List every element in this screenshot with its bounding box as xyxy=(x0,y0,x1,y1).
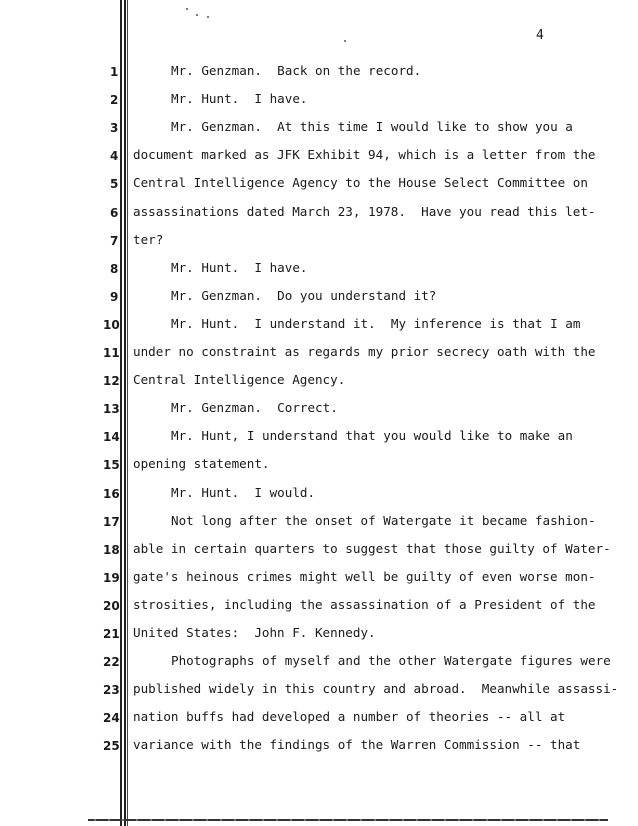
line-number: 17 xyxy=(103,514,120,529)
line-number: 4 xyxy=(110,149,119,164)
line-number: 2 xyxy=(110,93,119,108)
scan-speck xyxy=(207,16,209,18)
line-number: 15 xyxy=(103,458,120,473)
line-number: 1 xyxy=(110,65,119,79)
page-number: 4 xyxy=(536,28,544,43)
line-number: 11 xyxy=(103,346,120,360)
line-number: 18 xyxy=(103,542,120,557)
transcript-line: Central Intelligence Agency to the House Select Committee on xyxy=(133,175,588,191)
line-number: 25 xyxy=(103,739,120,754)
line-number: 13 xyxy=(103,402,120,417)
line-number: 24 xyxy=(103,711,120,726)
transcript-line: variance with the findings of the Warren Commission -- that xyxy=(133,737,581,753)
transcript-line: under no constraint as regards my prior secrecy oath with the xyxy=(133,344,596,359)
transcript-line: assassinations dated March 23, 1978. Have you read this let- xyxy=(133,203,596,219)
line-number: 6 xyxy=(110,205,119,220)
transcript-line: document marked as JFK Exhibit 94, which is a letter from the xyxy=(133,147,596,163)
transcript-line: Mr. Genzman. Correct. xyxy=(171,400,338,416)
transcript-line: United States: John F. Kennedy. xyxy=(133,625,376,640)
scan-speck xyxy=(186,8,188,10)
transcript-line: Mr. Hunt, I understand that you would like to make an xyxy=(171,428,573,444)
line-number: 19 xyxy=(103,570,120,585)
transcript-line: Photographs of myself and the other Watergate figures were xyxy=(171,653,611,669)
line-number: 23 xyxy=(103,683,120,698)
transcript-line: Mr. Genzman. Back on the record. xyxy=(171,63,422,78)
transcript-line: ter? xyxy=(133,231,164,247)
line-number: 16 xyxy=(103,486,120,501)
line-number: 21 xyxy=(103,627,120,641)
line-number: 20 xyxy=(103,598,120,613)
line-number: 3 xyxy=(110,121,119,136)
line-number: 9 xyxy=(110,289,119,304)
line-number: 5 xyxy=(110,177,119,192)
transcript-line: able in certain quarters to suggest that those guilty of Water- xyxy=(133,540,611,556)
transcript-line: Mr. Genzman. Do you understand it? xyxy=(171,287,437,303)
line-number: 10 xyxy=(103,317,120,332)
line-number: 12 xyxy=(103,374,120,389)
transcript-line: Mr. Hunt. I have. xyxy=(171,259,308,275)
line-number: 14 xyxy=(103,430,120,445)
bottom-rule xyxy=(88,819,608,821)
scan-speck xyxy=(196,14,198,16)
scan-speck xyxy=(344,40,346,42)
transcript-line: gate's heinous crimes might well be guilty of even worse mon- xyxy=(133,568,596,584)
transcript-line: Mr. Hunt. I have. xyxy=(171,91,308,107)
transcript-line: Not long after the onset of Watergate it became fashion- xyxy=(171,512,596,528)
transcript-line: nation buffs had developed a number of theories -- all at xyxy=(133,709,566,725)
transcript-line: published widely in this country and abroad. Meanwhile assassi- xyxy=(133,681,619,697)
transcript-line: Mr. Hunt. I would. xyxy=(171,484,316,500)
transcript-line: Central Intelligence Agency. xyxy=(133,372,346,388)
line-number: 22 xyxy=(103,655,120,670)
transcript-line: Mr. Genzman. At this time I would like to show you a xyxy=(171,119,573,135)
line-number: 8 xyxy=(110,261,119,276)
transcript-line: opening statement. xyxy=(133,456,270,472)
transcript-line: strosities, including the assassination of a President of the xyxy=(133,596,596,612)
transcript-line: Mr. Hunt. I understand it. My inference is that I am xyxy=(171,315,581,331)
line-number: 7 xyxy=(110,233,119,248)
